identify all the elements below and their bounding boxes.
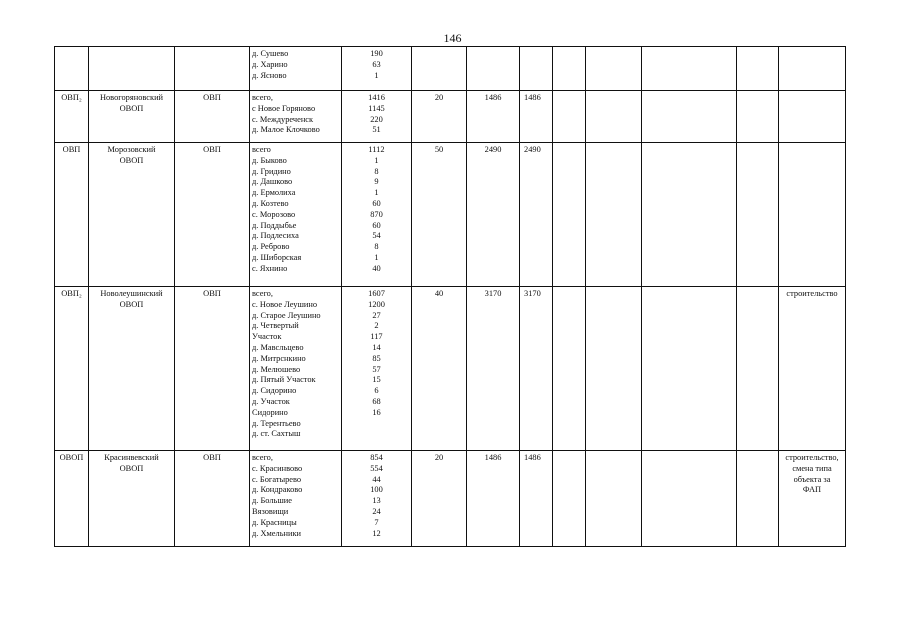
settlement-line: д. Участок (252, 396, 290, 406)
settlement-line: всего, (252, 93, 273, 102)
cell-col7: 2490 (467, 143, 520, 287)
population-value: 60 (372, 198, 381, 208)
settlement-line: д. ст. Сахтыш (252, 429, 301, 439)
population-value: 9 (374, 177, 379, 187)
population-value: 44 (372, 474, 381, 484)
cell-empty (553, 47, 586, 91)
cell-remark (779, 451, 846, 547)
settlement-line: с Новое Горяново (252, 103, 316, 113)
cell-col8: 3170 (520, 287, 553, 451)
cell-empty (642, 143, 737, 287)
cell-col7: 3170 (467, 287, 520, 451)
cell-empty (737, 287, 779, 451)
population-value: 63 (372, 59, 381, 69)
cell-kind: ОВП (175, 143, 250, 287)
cell-col6: 50 (412, 143, 467, 287)
cell-col7 (467, 47, 520, 91)
settlement-line: всего, (252, 453, 273, 462)
settlement-line: д. Мавсльцево (252, 342, 304, 352)
cell-empty (642, 287, 737, 451)
cell-col7: 1486 (467, 451, 520, 547)
population-value: 2 (374, 321, 379, 331)
cell-empty (737, 47, 779, 91)
settlement-line: Вязовищи (252, 506, 289, 516)
cell-remark (779, 47, 846, 91)
population-value: 57 (372, 364, 381, 374)
cell-settlements (250, 287, 342, 451)
settlement-line: д. Большие (252, 496, 292, 506)
settlement-line: Участок (252, 332, 282, 342)
population-value: 1145 (368, 103, 385, 113)
cell-empty (737, 451, 779, 547)
cell-col8: 1486 (520, 451, 553, 547)
cell-col6: 20 (412, 91, 467, 143)
population-value: 870 (370, 209, 383, 219)
cell-settlements (250, 143, 342, 287)
cell-settlements (250, 451, 342, 547)
remark-line: строительство (786, 289, 838, 298)
settlement-line: д. Дашково (252, 177, 293, 187)
settlement-line: д. Козтево (252, 198, 289, 208)
facility-name-suffix: ОВОП (119, 103, 144, 113)
settlement-line: д. Малое Клочково (252, 125, 320, 135)
settlement-line: д. Поддыбье (252, 220, 297, 230)
population-value: 190 (370, 49, 383, 58)
cell-col8 (520, 47, 553, 91)
population-value: 60 (372, 220, 381, 230)
population-value: 6 (374, 386, 379, 396)
facility-name: Красинвевский (104, 453, 159, 462)
population-value: 15 (372, 375, 381, 385)
cell-name (89, 143, 175, 287)
cell-empty (642, 47, 737, 91)
remark-line: смена типа (792, 463, 832, 473)
cell-type: ОВП₂ (55, 91, 89, 143)
settlement-line: с. Богатырево (252, 474, 302, 484)
settlement-line: с. Междуреченск (252, 114, 314, 124)
cell-name (89, 287, 175, 451)
facility-name-suffix: ОВОП (119, 463, 144, 473)
cell-kind (175, 47, 250, 91)
population-value: 8 (374, 166, 379, 176)
settlement-line: всего (252, 145, 271, 154)
cell-col6: 20 (412, 451, 467, 547)
population-value: 117 (370, 332, 383, 342)
cell-settlements (250, 47, 342, 91)
population-value: 85 (372, 353, 381, 363)
cell-remark (779, 91, 846, 143)
cell-empty (737, 91, 779, 143)
population-value: 68 (372, 396, 381, 406)
cell-col6: 40 (412, 287, 467, 451)
cell-settlements (250, 91, 342, 143)
population-value: 14 (372, 342, 381, 352)
cell-name (89, 451, 175, 547)
cell-type: ОВОП (55, 451, 89, 547)
cell-empty (642, 451, 737, 547)
settlement-line: д. Терентьево (252, 418, 301, 428)
cell-col7: 1486 (467, 91, 520, 143)
population-value: 554 (370, 463, 383, 473)
settlement-line: д. Хмельники (252, 528, 302, 538)
settlement-line: д. Подлесиха (252, 231, 299, 241)
remark-line: строительство, (785, 453, 839, 462)
population-value: 1 (374, 70, 379, 80)
population-value: 16 (372, 407, 381, 417)
population-value: 1 (374, 252, 379, 262)
settlement-line: д. Мелюшево (252, 364, 301, 374)
population-value: 51 (372, 125, 381, 135)
settlement-line: д. Пятый Участок (252, 375, 316, 385)
cell-population (342, 451, 412, 547)
population-value: 8 (374, 242, 379, 252)
population-value: 1607 (368, 289, 385, 298)
population-value: 1 (374, 188, 379, 198)
page-number: 146 (443, 31, 462, 45)
settlement-line: д. Быково (252, 155, 287, 165)
cell-name (89, 91, 175, 143)
cell-remark (779, 143, 846, 287)
population-value: 7 (374, 517, 379, 527)
facility-name: Новогоряновский (99, 93, 164, 102)
population-value: 1416 (368, 93, 385, 102)
cell-kind: ОВП (175, 451, 250, 547)
settlement-line: с. Красинвово (252, 463, 303, 473)
cell-empty (553, 287, 586, 451)
table-row (55, 91, 846, 143)
cell-empty (586, 47, 642, 91)
remark-line: ФАП (802, 485, 822, 495)
cell-type: ОВП₂ (55, 287, 89, 451)
population-value: 24 (372, 506, 381, 516)
cell-population (342, 287, 412, 451)
cell-population (342, 143, 412, 287)
cell-col8: 2490 (520, 143, 553, 287)
population-value: 100 (370, 485, 383, 495)
settlement-line: д. Старое Леушино (252, 310, 321, 320)
settlement-line: с. Новое Леушино (252, 299, 318, 309)
population-value: 854 (370, 453, 383, 462)
settlement-line: д. Шиборская (252, 252, 302, 262)
cell-kind: ОВП (175, 91, 250, 143)
population-value: 1200 (368, 299, 385, 309)
cell-empty (586, 451, 642, 547)
population-value: 54 (372, 231, 381, 241)
cell-empty (553, 451, 586, 547)
cell-col8: 1486 (520, 91, 553, 143)
settlement-line: д. Кондраково (252, 485, 303, 495)
settlement-line: д. Четвертый (252, 321, 299, 331)
settlement-line: д. Харино (252, 59, 288, 69)
cell-remark (779, 287, 846, 451)
settlement-line: д. Сушево (252, 49, 289, 58)
settlement-line: д. Ермолиха (252, 188, 296, 198)
facility-name-suffix: ОВОП (119, 299, 144, 309)
cell-population (342, 91, 412, 143)
settlement-line: д. Митрснкино (252, 353, 306, 363)
cell-name (89, 47, 175, 91)
cell-empty (737, 143, 779, 287)
cell-empty (586, 287, 642, 451)
cell-empty (553, 143, 586, 287)
settlement-line: д. Реброво (252, 242, 290, 252)
settlement-line: Сидорино (252, 407, 288, 417)
table-row (55, 451, 846, 547)
cell-kind: ОВП (175, 287, 250, 451)
population-value: 40 (372, 263, 381, 273)
cell-type: ОВП (55, 143, 89, 287)
table-row (55, 143, 846, 287)
cell-population (342, 47, 412, 91)
population-value: 27 (372, 310, 381, 320)
population-value: 220 (370, 114, 383, 124)
facility-name: Морозовский (107, 145, 156, 154)
cell-type (55, 47, 89, 91)
population-value: 12 (372, 528, 381, 538)
population-value: 1112 (368, 145, 385, 154)
table-row (55, 287, 846, 451)
settlement-line: д. Красницы (252, 517, 297, 527)
facility-name-suffix: ОВОП (119, 155, 144, 165)
cell-empty (553, 91, 586, 143)
population-value: 13 (372, 496, 381, 506)
cell-empty (586, 91, 642, 143)
settlement-line: д. Гридино (252, 166, 291, 176)
remark-line: объекта за (793, 474, 831, 484)
settlement-line: с. Яхнино (252, 263, 288, 273)
population-value: 1 (374, 155, 379, 165)
settlement-line: с. Морозово (252, 209, 296, 219)
settlement-line: д. Ясново (252, 70, 287, 80)
cell-empty (586, 143, 642, 287)
cell-empty (642, 91, 737, 143)
table-row (55, 47, 846, 91)
facility-name: Новолеушинский (100, 289, 163, 298)
cell-col6 (412, 47, 467, 91)
settlement-line: д. Сидорино (252, 386, 297, 396)
facilities-table (54, 46, 846, 547)
settlement-line: всего, (252, 289, 273, 298)
